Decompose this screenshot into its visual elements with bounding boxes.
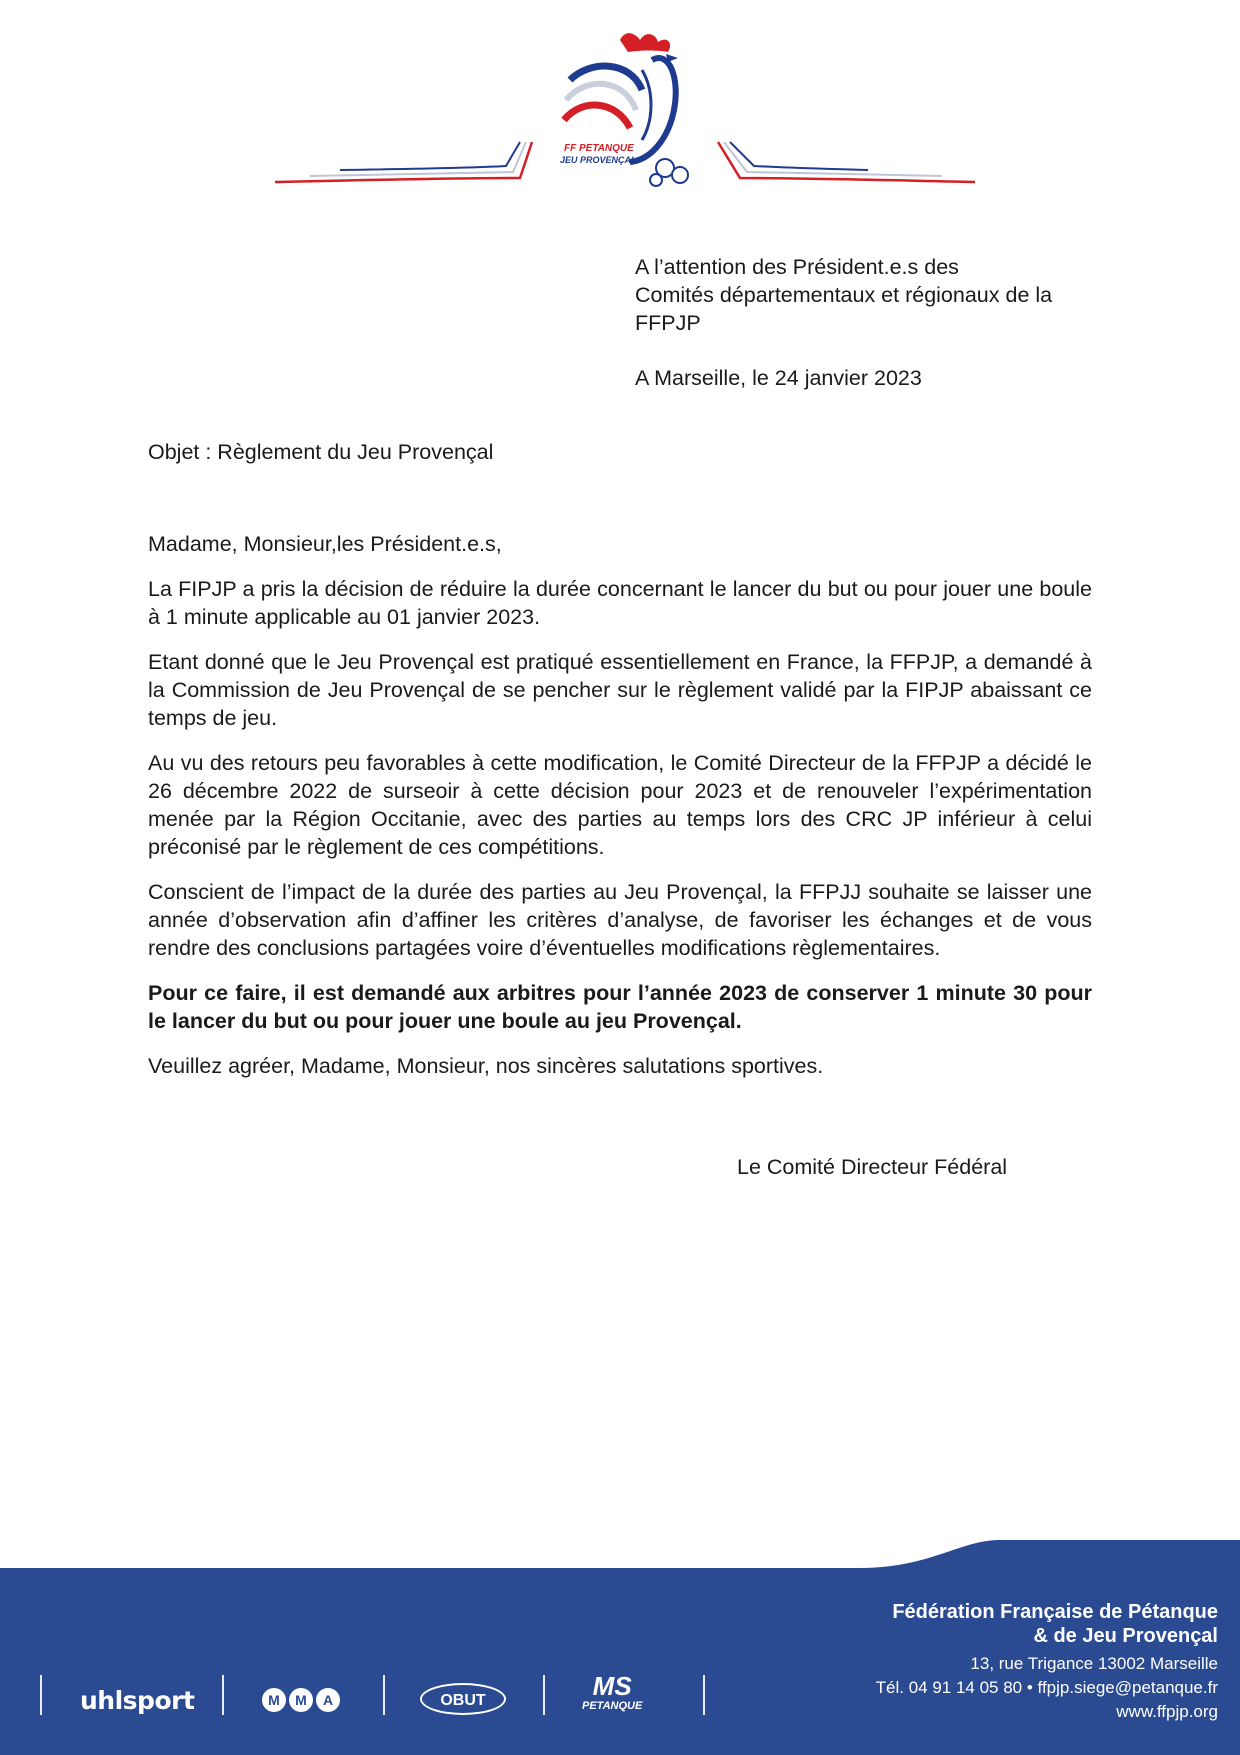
- logo-text-petanque: FF PETANQUE: [564, 143, 634, 154]
- sponsor-divider: [543, 1675, 545, 1715]
- body-paragraph: La FIPJP a pris la décision de réduire la durée concernant le lancer du but ou pour jouer une boule à 1 minute applicable au 01 janvier 2023.: [148, 577, 1092, 629]
- rooster-logo-icon: [270, 20, 980, 200]
- place-and-date: A Marseille, le 24 janvier 2023: [635, 366, 922, 390]
- signature: Le Comité Directeur Fédéral: [737, 1155, 1008, 1179]
- letter-subject: Objet : Règlement du Jeu Provençal: [148, 440, 494, 464]
- logo-text-provencal: JEU PROVENÇAL: [560, 155, 637, 165]
- mma-letter: A: [316, 1688, 340, 1712]
- ms-logo-text: PETANQUE: [582, 1700, 643, 1712]
- addressee-line: A l’attention des Président.e.s des: [635, 255, 959, 279]
- sponsor-mma-logo: [262, 1688, 343, 1712]
- body-paragraph: Conscient de l’impact de la durée des parties au Jeu Provençal, la FFPJJ souhaite se laisser une année d’observation afin d’affiner les critères d’analyse, de favoriser les échanges et de vous rendre des conclusions partagées voire d’éventuelles modifications règlementaires.: [148, 880, 1092, 960]
- federation-name-line: Fédération Française de Pétanque: [892, 1601, 1218, 1623]
- letter-body: [148, 530, 1092, 1097]
- sponsor-obut-logo: OBUT: [420, 1683, 506, 1715]
- body-paragraph: Au vu des retours peu favorables à cette modification, le Comité Directeur de la FFPJP a décidé le 26 décembre 2022 de surseoir à cette décision pour 2023 et de renouveler l’expérimentation menée par la Région Occitanie, avec des parties au temps lors des CRC JP inférieur à celui préconisé par le règlement de ces compétitions.: [148, 751, 1092, 859]
- mma-letter: M: [262, 1688, 286, 1712]
- ms-logo-mark: MS: [592, 1671, 632, 1701]
- salutation: Madame, Monsieur,les Président.e.s,: [148, 532, 502, 556]
- federation-address: 13, rue Trigance 13002 Marseille: [970, 1654, 1218, 1673]
- federation-phone-email: Tél. 04 91 14 05 80 • ffpjp.siege@petanque.fr: [875, 1678, 1218, 1697]
- bold-instruction-paragraph: Pour ce faire, il est demandé aux arbitres pour l’année 2023 de conserver 1 minute 30 pour le lancer du but ou pour jouer une boule au jeu Provençal.: [148, 981, 1092, 1033]
- sponsor-uhlsport-logo: uhlsport: [80, 1686, 195, 1715]
- federation-website: www.ffpjp.org: [1116, 1702, 1218, 1721]
- closing-formula: Veuillez agréer, Madame, Monsieur, nos sincères salutations sportives.: [148, 1054, 824, 1078]
- sponsor-divider: [383, 1675, 385, 1715]
- sponsor-divider: [703, 1675, 705, 1715]
- federation-name: [892, 1600, 1218, 1648]
- letterhead-logo: [270, 20, 980, 200]
- sponsor-ms-petanque-logo: [582, 1673, 642, 1713]
- sponsor-divider: [222, 1675, 224, 1715]
- sponsor-divider: [40, 1675, 42, 1715]
- body-paragraph: Etant donné que le Jeu Provençal est pratiqué essentiellement en France, la FFPJP, a demandé à la Commission de Jeu Provençal de se pencher sur le règlement validé par la FIPJP abaissant ce temps de jeu.: [148, 650, 1092, 730]
- federation-contact: [876, 1652, 1218, 1724]
- footer-band: [0, 1540, 1240, 1755]
- mma-letter: M: [289, 1688, 313, 1712]
- federation-name-line: & de Jeu Provençal: [1033, 1625, 1218, 1647]
- addressee-line: Comités départementaux et régionaux de la: [635, 283, 1053, 307]
- addressee-line: FFPJP: [635, 311, 701, 335]
- addressee-block: [635, 253, 1052, 337]
